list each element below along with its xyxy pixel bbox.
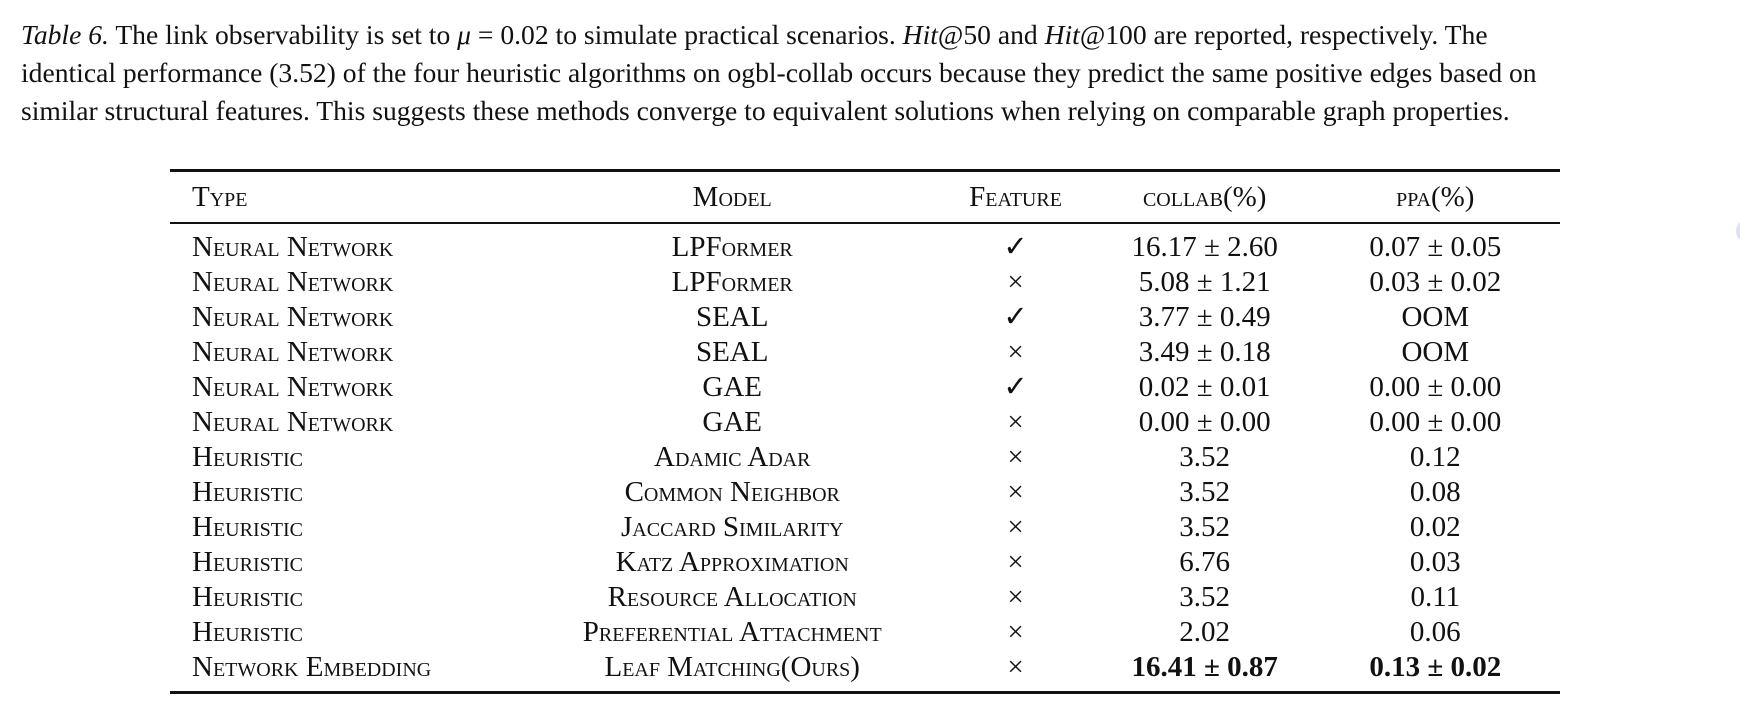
header-collab: collab(%)	[1142, 180, 1267, 213]
cell-feature: ×	[1007, 511, 1024, 543]
caption-hit50-label: Hit	[902, 19, 938, 50]
cell-type: Neural Network	[192, 266, 394, 298]
caption-hit50-number: @50	[937, 19, 991, 50]
cell-type: Heuristic	[192, 476, 303, 508]
cell-ppa: 0.00 ± 0.00	[1369, 406, 1502, 438]
cell-model: Leaf Matching(Ours)	[604, 651, 860, 683]
cell-ppa: 0.12	[1409, 441, 1461, 473]
cell-feature: ×	[1007, 266, 1024, 298]
table-row	[170, 440, 1560, 475]
caption-text-b: to simulate practical scenarios.	[548, 19, 903, 50]
cell-collab-best: 16.41 ± 0.87	[1131, 651, 1278, 683]
cell-type: Neural Network	[192, 301, 394, 333]
caption-text-c: are reported, respectively. The	[1146, 19, 1488, 50]
cell-ppa: 0.08	[1409, 476, 1461, 508]
cell-ppa: 0.07 ± 0.05	[1369, 231, 1502, 263]
cell-feature: ×	[1007, 406, 1024, 438]
cell-collab: 3.77 ± 0.49	[1138, 301, 1271, 333]
header-feature: Feature	[969, 180, 1062, 213]
cell-type: Neural Network	[192, 231, 394, 263]
scroll-indicator[interactable]	[1736, 220, 1740, 242]
cell-feature: ✓	[1003, 371, 1028, 403]
cell-ppa: OOM	[1401, 301, 1470, 333]
caption-eq: = 0.02	[471, 19, 549, 50]
results-table	[170, 169, 1560, 694]
table-row	[170, 265, 1560, 300]
table-row	[170, 300, 1560, 335]
caption-text-a: The link observability is set to	[115, 19, 458, 50]
cell-type: Neural Network	[192, 406, 394, 438]
cell-type: Heuristic	[192, 616, 303, 648]
table-row	[170, 223, 1560, 265]
cell-feature: ✓	[1003, 231, 1028, 263]
header-model: Model	[692, 180, 772, 213]
cell-ppa: 0.06	[1409, 616, 1461, 648]
cell-type: Heuristic	[192, 546, 303, 578]
cell-collab: 3.49 ± 0.18	[1138, 336, 1271, 368]
table-body	[170, 223, 1560, 693]
caption-line-2: identical performance (3.52) of the four heuristic algorithms on ogbl-collab occurs because they predict the same positive edges based on	[21, 57, 1537, 88]
cell-model: GAE	[702, 406, 763, 438]
cell-collab: 5.08 ± 1.21	[1138, 266, 1271, 298]
cell-feature: ×	[1007, 476, 1024, 508]
cell-type: Neural Network	[192, 371, 394, 403]
cell-feature: ×	[1007, 441, 1024, 473]
table-row	[170, 370, 1560, 405]
cell-collab: 0.02 ± 0.01	[1138, 371, 1271, 403]
table-row	[170, 335, 1560, 370]
cell-model: GAE	[702, 371, 763, 403]
cell-model: Resource Allocation	[607, 581, 857, 613]
cell-collab: 6.76	[1179, 546, 1231, 578]
cell-model: Adamic Adar	[654, 441, 811, 473]
cell-collab: 0.00 ± 0.00	[1138, 406, 1271, 438]
cell-model: Katz Approximation	[615, 546, 849, 578]
header-ppa: ppa(%)	[1396, 180, 1475, 213]
cell-ppa: 0.03 ± 0.02	[1369, 266, 1502, 298]
header-type: Type	[192, 180, 248, 213]
cell-ppa: 0.03	[1409, 546, 1461, 578]
table-row	[170, 510, 1560, 545]
header-row	[170, 171, 1560, 224]
cell-type: Neural Network	[192, 336, 394, 368]
caption-line-3: similar structural features. This suggests these methods converge to equivalent solutions when relying on comparable graph properties.	[21, 95, 1510, 126]
cell-ppa: OOM	[1401, 336, 1470, 368]
table-row	[170, 580, 1560, 615]
cell-collab: 16.17 ± 2.60	[1131, 231, 1278, 263]
cell-feature: ×	[1007, 546, 1024, 578]
cell-ppa: 0.00 ± 0.00	[1369, 371, 1502, 403]
cell-feature: ×	[1007, 651, 1024, 683]
cell-collab: 2.02	[1179, 616, 1231, 648]
table-row	[170, 615, 1560, 650]
cell-feature: ×	[1007, 581, 1024, 613]
cell-feature: ✓	[1003, 301, 1028, 333]
cell-ppa: 0.11	[1410, 581, 1461, 613]
cell-model: SEAL	[695, 336, 769, 368]
cell-feature: ×	[1007, 616, 1024, 648]
cell-model: LPFormer	[671, 231, 793, 263]
cell-model: Common Neighbor	[624, 476, 840, 508]
cell-type: Heuristic	[192, 511, 303, 543]
table-row	[170, 475, 1560, 510]
cell-type: Heuristic	[192, 581, 303, 613]
cell-type: Network Embedding	[192, 651, 432, 683]
cell-collab: 3.52	[1179, 581, 1231, 613]
cell-ppa: 0.02	[1409, 511, 1461, 543]
caption-mu: μ	[457, 19, 471, 50]
cell-feature: ×	[1007, 336, 1024, 368]
cell-ppa-best: 0.13 ± 0.02	[1369, 651, 1502, 683]
cell-type: Heuristic	[192, 441, 303, 473]
caption-line-1	[21, 16, 1721, 54]
table-caption	[21, 16, 1721, 130]
cell-model: SEAL	[695, 301, 769, 333]
caption-hit100-label: Hit	[1044, 19, 1080, 50]
cell-model: LPFormer	[671, 266, 793, 298]
caption-hit100-number: @100	[1079, 19, 1147, 50]
cell-model: Jaccard Similarity	[621, 511, 844, 543]
table-row	[170, 405, 1560, 440]
table-header	[170, 171, 1560, 224]
cell-collab: 3.52	[1179, 476, 1231, 508]
caption-label: Table 6.	[21, 19, 109, 50]
cell-collab: 3.52	[1179, 511, 1231, 543]
cell-collab: 3.52	[1179, 441, 1231, 473]
table-row-ours	[170, 650, 1560, 693]
table-row	[170, 545, 1560, 580]
cell-model: Preferential Attachment	[582, 616, 882, 648]
caption-and: and	[990, 19, 1045, 50]
